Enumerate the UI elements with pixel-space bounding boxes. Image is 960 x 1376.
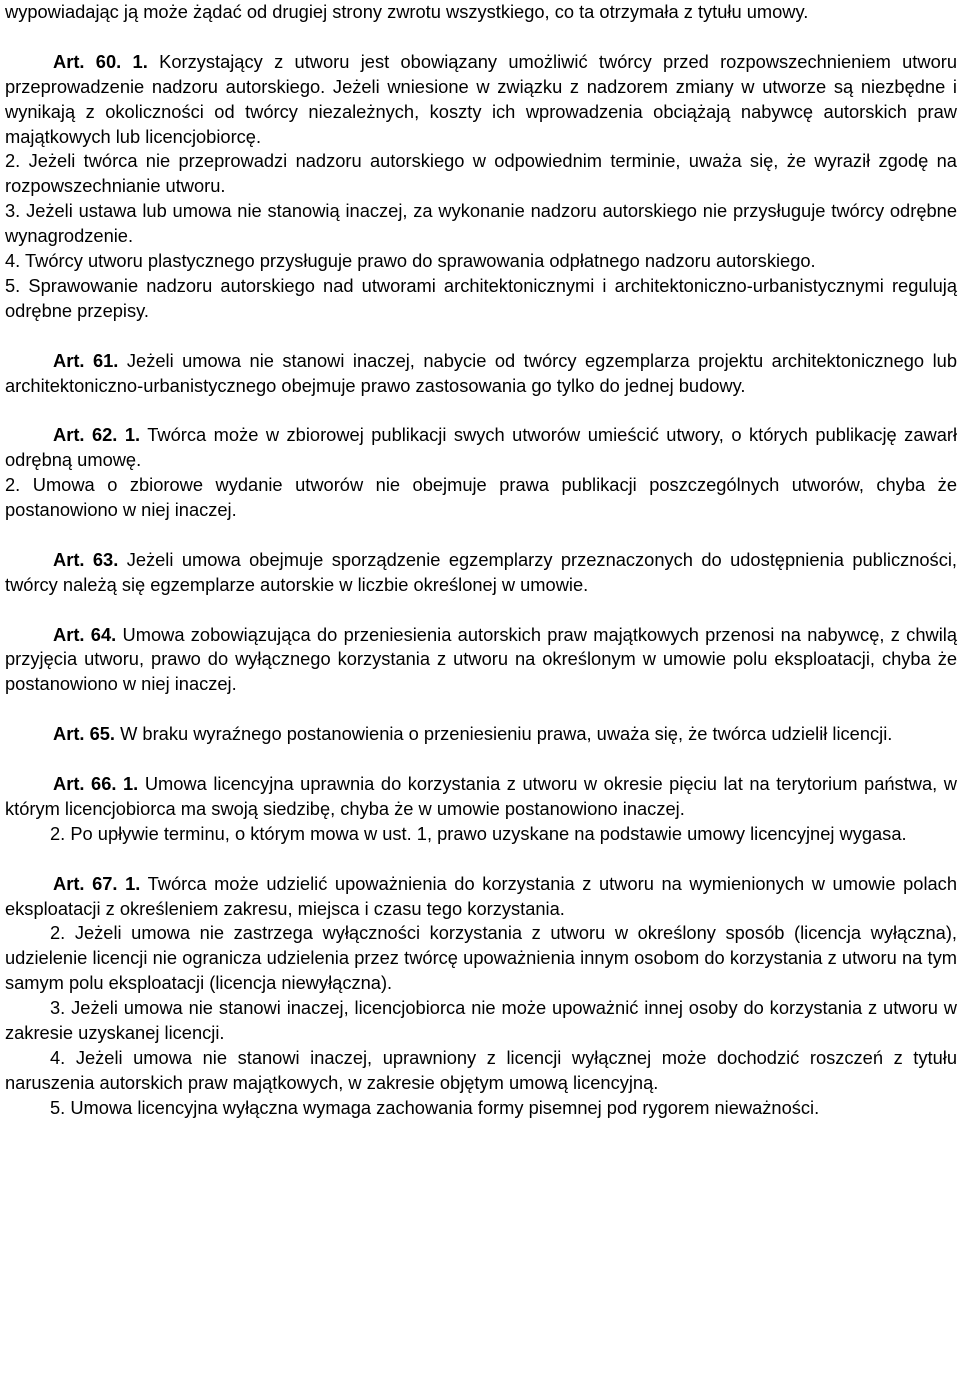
article-paragraph xyxy=(5,722,957,747)
paragraph-number: Art. 60. 1. xyxy=(53,50,148,72)
paragraph-number: 3. xyxy=(50,997,66,1019)
paragraph-text: Jeżeli umowa obejmuje sporządzenie egzemplarzy przeznaczonych do udostępnienia publiczności, twórcy należą się egzemplarze autorskie w liczbie określonej w umowie. xyxy=(5,548,957,595)
paragraph-number: Art. 61. xyxy=(53,349,119,371)
paragraph-text: Jeżeli umowa nie stanowi inaczej, nabycie od twórcy egzemplarza projektu architektonicznego lub architektoniczno-urbanistycznego obejmuje prawo zastosowania go tylko do jednej budowy. xyxy=(5,349,957,396)
article-paragraph xyxy=(5,349,957,399)
paragraph-text: wypowiadając ją może żądać od drugiej strony zwrotu wszystkiego, co ta otrzymała z tytułu umowy. xyxy=(5,1,809,22)
article-paragraph xyxy=(5,50,957,150)
clause-paragraph xyxy=(5,249,957,274)
clause-paragraph xyxy=(5,274,957,324)
paragraph-text: Po upływie terminu, o którym mowa w ust. 1, prawo uzyskane na podstawie umowy licencyjnej wygasa. xyxy=(70,822,907,844)
clause-paragraph xyxy=(5,199,957,249)
article-paragraph xyxy=(5,623,957,698)
paragraph-gap xyxy=(5,847,957,872)
paragraph-number: Art. 67. 1. xyxy=(53,872,141,894)
article-paragraph xyxy=(5,772,957,822)
paragraph-gap xyxy=(5,398,957,423)
paragraph-text: Jeżeli twórca nie przeprowadzi nadzoru autorskiego w odpowiednim terminie, uważa się, że wyraził zgodę na rozpowszechnianie utworu. xyxy=(5,150,957,197)
paragraph-text: Jeżeli ustawa lub umowa nie stanowią inaczej, za wykonanie nadzoru autorskiego nie przysługuje twórcy odrębne wynagrodzenie. xyxy=(5,200,957,247)
article-paragraph xyxy=(5,872,957,922)
paragraph-text: Sprawowanie nadzoru autorskiego nad utworami architektonicznymi i architektoniczno-urbanistycznymi regulują odrębne przepisy. xyxy=(5,274,957,321)
paragraph-number: Art. 62. 1. xyxy=(53,424,141,446)
paragraph-number: Art. 64. xyxy=(53,623,117,645)
paragraph-gap xyxy=(5,25,957,50)
paragraph-number: Art. 65. xyxy=(53,723,115,745)
paragraph-text: Umowa zobowiązująca do przeniesienia autorskich praw majątkowych przenosi na nabywcę, z chwilą przyjęcia utworu, prawo do wyłącznego korzystania z utworu na określonym w umowie polu eksploatacji, chyba że postanowiono w niej inaczej. xyxy=(5,623,957,695)
paragraph-text: Umowa o zbiorowe wydanie utworów nie obejmuje prawa publikacji poszczególnych utworów, chyba że postanowiono w niej inaczej. xyxy=(5,474,957,521)
document-page xyxy=(5,0,957,1121)
paragraph-gap xyxy=(5,747,957,772)
paragraph-text: Jeżeli umowa nie zastrzega wyłączności korzystania z utworu w określony sposób (licencja wyłączna), udzielenie licencji nie ogranicza udzielenia przez twórcę upoważnienia innym osobom do korzystania z utworu na tym samym polu eksploatacji (licencja niewyłączna). xyxy=(5,922,957,994)
paragraph-text: W braku wyraźnego postanowienia o przeniesieniu prawa, uważa się, że twórca udzielił licencji. xyxy=(120,723,893,745)
clause-paragraph xyxy=(5,1096,957,1121)
paragraph-text: Umowa licencyjna wyłączna wymaga zachowania formy pisemnej pod rygorem nieważności. xyxy=(70,1096,820,1118)
paragraph-gap xyxy=(5,523,957,548)
paragraph-number: 2. xyxy=(5,474,21,496)
article-paragraph xyxy=(5,423,957,473)
paragraph-text: Jeżeli umowa nie stanowi inaczej, licencjobiorca nie może upoważnić innej osoby do korzystania z utworu w zakresie uzyskanej licencji. xyxy=(5,997,957,1044)
paragraph-number: 3. xyxy=(5,200,21,222)
paragraph-text: Twórca może udzielić upoważnienia do korzystania z utworu na wymienionych w umowie polach eksploatacji z określeniem zakresu, miejsca i czasu tego korzystania. xyxy=(5,872,957,919)
clause-paragraph xyxy=(5,149,957,199)
paragraph-gap xyxy=(5,324,957,349)
clause-paragraph xyxy=(5,473,957,523)
paragraph-text: Twórcy utworu plastycznego przysługuje prawo do sprawowania odpłatnego nadzoru autorskiego. xyxy=(25,250,816,272)
paragraph-text: Jeżeli umowa nie stanowi inaczej, uprawniony z licencji wyłącznej może dochodzić roszczeń z tytułu naruszenia autorskich praw majątkowych, w zakresie objętym umową licencyjną. xyxy=(5,1046,957,1093)
paragraph-text: Korzystający z utworu jest obowiązany umożliwić twórcy przed rozpowszechnieniem utworu przeprowadzenie nadzoru autorskiego. Jeżeli wniesione w związku z nadzorem zmiany w utworze są niezbędne i wynikają z okoliczności od twórcy niezależnych, koszty ich wprowadzenia obciążają nabywcę autorskich praw majątkowych lub licencjobiorcę. xyxy=(5,50,957,147)
paragraph-number: 4. xyxy=(5,250,21,272)
paragraph-text: Umowa licencyjna uprawnia do korzystania z utworu w okresie pięciu lat na terytorium państwa, w którym licencjobiorca ma swoją siedzibę, chyba że w umowie postanowiono inaczej. xyxy=(5,772,957,819)
paragraph-gap xyxy=(5,697,957,722)
paragraph-number: Art. 63. xyxy=(53,548,119,570)
paragraph-number: 5. xyxy=(5,274,21,296)
paragraph-number: Art. 66. 1. xyxy=(53,772,139,794)
paragraph-number: 2. xyxy=(5,150,21,172)
clause-paragraph xyxy=(5,0,957,25)
clause-paragraph xyxy=(5,996,957,1046)
clause-paragraph xyxy=(5,822,957,847)
paragraph-gap xyxy=(5,598,957,623)
clause-paragraph xyxy=(5,921,957,996)
paragraph-number: 2. xyxy=(50,922,66,944)
paragraph-number: 2. xyxy=(50,822,66,844)
article-paragraph xyxy=(5,548,957,598)
clause-paragraph xyxy=(5,1046,957,1096)
paragraph-number: 5. xyxy=(50,1096,66,1118)
paragraph-text: Twórca może w zbiorowej publikacji swych utworów umieścić utwory, o których publikację zawarł odrębną umowę. xyxy=(5,424,958,471)
paragraph-number: 4. xyxy=(50,1046,66,1068)
